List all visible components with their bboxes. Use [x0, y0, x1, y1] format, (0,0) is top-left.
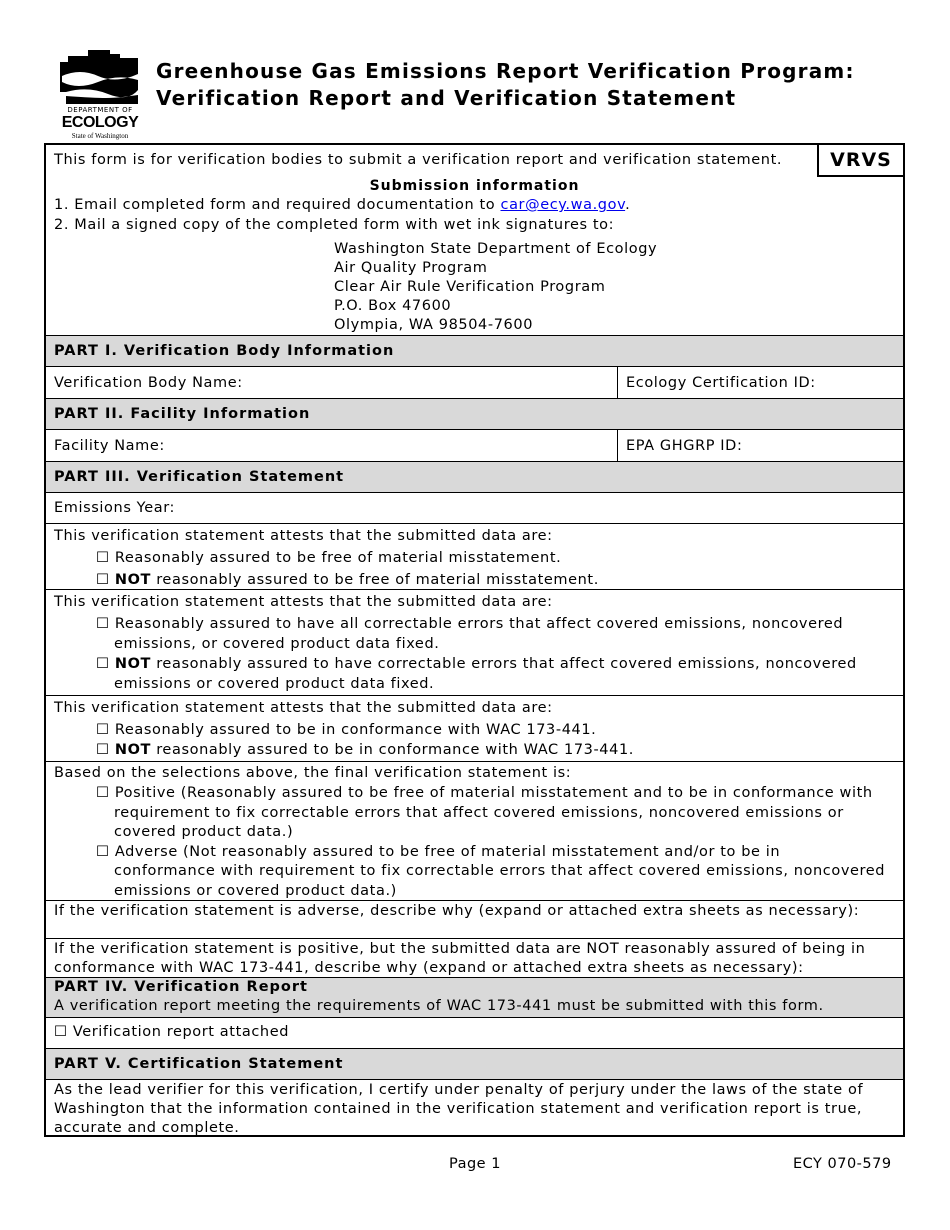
positive-describe-row[interactable]	[46, 938, 903, 977]
emissions-year-row	[46, 492, 903, 523]
form-number: ECY 070-579	[793, 1156, 892, 1172]
verification-body-name-field[interactable]: Verification Body Name:	[54, 375, 243, 391]
attest-label: This verification statement attests that the submitted data are:	[54, 700, 553, 716]
checkbox-icon[interactable]: ☐	[96, 742, 110, 758]
emissions-year-field[interactable]: Emissions Year:	[54, 500, 176, 516]
address-line: Clear Air Rule Verification Program	[334, 279, 606, 295]
form-code: VRVS	[817, 145, 903, 177]
option-list	[96, 720, 886, 760]
option-report-attached[interactable]: ☐ Verification report attached	[54, 1024, 290, 1040]
page-number: Page 1	[449, 1156, 501, 1172]
option-list	[96, 784, 886, 901]
part-4-header	[46, 977, 903, 1017]
divider	[617, 367, 618, 398]
checkbox-icon[interactable]: ☐	[96, 550, 110, 566]
option-errors-not-fixed[interactable]: ☐ NOT reasonably assured to have correctable errors that affect covered emissions, noncovered emissions or covered product data fixed.	[96, 656, 857, 692]
option-not-in-conformance[interactable]: ☐ NOT reasonably assured to be in conformance with WAC 173-441.	[96, 742, 634, 758]
part-4-subtext: A verification report meeting the requirements of WAC 173-441 must be submitted with this form.	[54, 998, 824, 1014]
final-statement-label: Based on the selections above, the final verification statement is:	[54, 765, 572, 781]
attest-label: This verification statement attests that the submitted data are:	[54, 594, 553, 610]
checkbox-icon[interactable]: ☐	[54, 1024, 68, 1040]
part-4-heading: PART IV. Verification Report	[54, 979, 308, 995]
positive-describe-label: If the verification statement is positive, but the submitted data are NOT reasonably assured of being in conformance with WAC 173-441, describe why (expand or attached extra sheets as necessary):	[54, 941, 866, 976]
attest-label: This verification statement attests that the submitted data are:	[54, 528, 553, 544]
attest-group-2	[46, 589, 903, 695]
final-statement-group	[46, 761, 903, 900]
checkbox-icon[interactable]: ☐	[96, 572, 110, 588]
part-2-heading: PART II. Facility Information	[54, 406, 311, 422]
adverse-describe-row[interactable]	[46, 900, 903, 938]
logo-department: DEPARTMENT OF	[67, 106, 133, 114]
report-attached-row	[46, 1017, 903, 1048]
option-not-free-of-misstatement[interactable]: ☐ NOT reasonably assured to be free of material misstatement.	[96, 572, 599, 588]
option-in-conformance[interactable]: ☐ Reasonably assured to be in conformance with WAC 173-441.	[96, 722, 597, 738]
logo-state: State of Washington	[71, 132, 129, 140]
page-title	[156, 58, 855, 112]
verification-form	[44, 143, 905, 1137]
intro-text: This form is for verification bodies to submit a verification report and verification statement.	[54, 152, 783, 168]
part-3-heading: PART III. Verification Statement	[54, 469, 345, 485]
attest-group-3	[46, 695, 903, 761]
submission-step-1: 1. Email completed form and required documentation to car@ecy.wa.gov.	[54, 197, 631, 213]
intro-section	[46, 145, 903, 335]
part-2-header	[46, 398, 903, 429]
ecology-logo	[58, 48, 142, 140]
submission-step-2: 2. Mail a signed copy of the completed form with wet ink signatures to:	[54, 217, 615, 233]
option-adverse[interactable]: ☐ Adverse (Not reasonably assured to be free of material misstatement and/or to be in conformance with requirement to fix correctable errors that affect covered emissions, noncovered emissions or covered product data.)	[96, 843, 886, 899]
attest-group-1	[46, 523, 903, 589]
checkbox-icon[interactable]: ☐	[96, 843, 110, 860]
part-1-heading: PART I. Verification Body Information	[54, 343, 395, 359]
option-positive[interactable]: ☐ Positive (Reasonably assured to be free of material misstatement and to be in conformance with requirement to fix correctable errors that affect covered emissions, noncovered emissions or covered product data.)	[96, 785, 873, 840]
option-list	[96, 614, 886, 694]
ecology-certification-id-field[interactable]: Ecology Certification ID:	[626, 375, 816, 391]
part-5-heading: PART V. Certification Statement	[54, 1056, 344, 1072]
mailing-address	[334, 240, 657, 335]
certification-statement-row	[46, 1079, 903, 1137]
divider	[617, 430, 618, 461]
part-1-fields	[46, 366, 903, 398]
title-line-2: Verification Report and Verification Statement	[156, 86, 737, 110]
checkbox-icon[interactable]: ☐	[96, 616, 110, 632]
email-link[interactable]: car@ecy.wa.gov	[500, 197, 626, 213]
address-line: P.O. Box 47600	[334, 298, 452, 314]
checkbox-icon[interactable]: ☐	[96, 785, 110, 801]
part-3-header	[46, 461, 903, 492]
ecology-logo-icon	[58, 48, 142, 106]
title-line-1: Greenhouse Gas Emissions Report Verification Program:	[156, 59, 855, 83]
option-errors-fixed[interactable]: ☐ Reasonably assured to have all correctable errors that affect covered emissions, noncovered emissions, or covered product data fixed.	[96, 616, 844, 652]
option-list	[96, 548, 886, 590]
certification-statement-text: As the lead verifier for this verification, I certify under penalty of perjury under the laws of the state of Washington that the information contained in the verification statement and verification report is true, accurate and complete.	[54, 1082, 864, 1136]
facility-name-field[interactable]: Facility Name:	[54, 438, 165, 454]
adverse-describe-label: If the verification statement is adverse, describe why (expand or attached extra sheets as necessary):	[54, 903, 860, 919]
part-1-header	[46, 335, 903, 366]
checkbox-icon[interactable]: ☐	[96, 656, 110, 672]
address-line: Washington State Department of Ecology	[334, 241, 658, 257]
address-line: Olympia, WA 98504-7600	[334, 317, 534, 333]
address-line: Air Quality Program	[334, 260, 488, 276]
epa-ghgrp-id-field[interactable]: EPA GHGRP ID:	[626, 438, 743, 454]
checkbox-icon[interactable]: ☐	[96, 722, 110, 738]
option-free-of-misstatement[interactable]: ☐ Reasonably assured to be free of material misstatement.	[96, 550, 562, 566]
submission-heading: Submission information	[369, 178, 580, 194]
part-2-fields	[46, 429, 903, 461]
logo-ecology: ECOLOGY	[61, 114, 139, 131]
part-5-header	[46, 1048, 903, 1079]
